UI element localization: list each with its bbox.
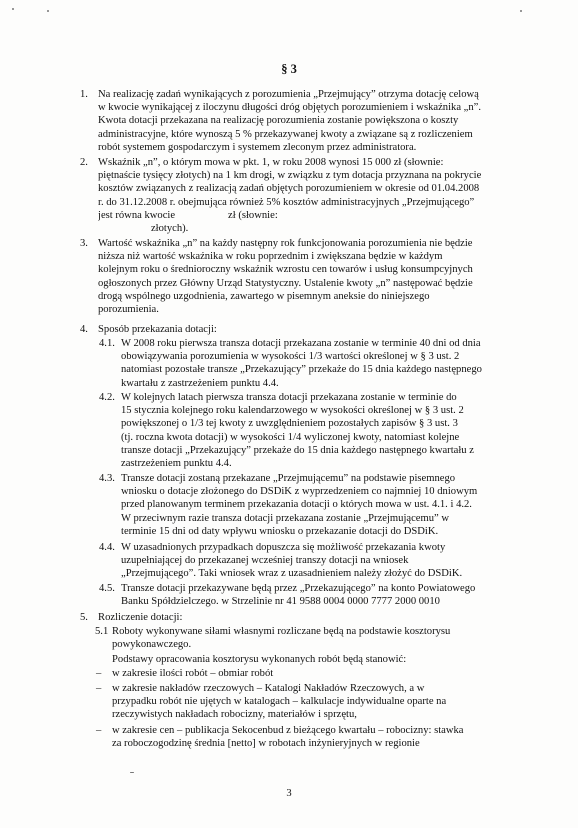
text-line: (tj. roczna kwota dotacji) w wysokości 1/4 wyliczonej kwoty, natomiast kolejne [121,431,460,443]
text-line: Transze dotacji przekazywane będą przez „Przekazującego” na konto Powiatowego [121,583,476,594]
text-line: niższa niż wartość wskaźnika w roku poprzednim i zwiększana będzie w każdym [98,251,443,263]
text-line: w zakresie nakładów rzeczowych – Katalogi Nakładów Rzeczowych, a w [112,683,425,694]
bullet-3-text [112,724,500,750]
subitem-5-1-number: 5.1 [95,626,109,637]
subitem-5-1-text [112,625,500,651]
text-line: Na realizację zadań wynikających z porozumienia „Przejmujący” otrzyma dotację celową [98,89,479,100]
text-line: wniosku o dotacje złożonego do DSDiK z wyprzedzeniem co najmniej 10 dniowym [121,486,478,498]
text-line: terminie 15 dni od daty wpływu wniosku o przekazanie dotacji do DSDiK. [121,525,439,537]
bullet-1-text [112,667,500,680]
text-line: porozumienia. [98,304,159,316]
item-5-number: 5. [80,612,88,623]
scan-speck [520,10,522,12]
bullet-dash: – [96,683,102,694]
text-line: W kolejnych latach pierwsza transza dotacji przekazana zostanie w terminie do [121,392,457,403]
text-line: W 2008 roku pierwsza transza dotacji przekazana zostanie w terminie 40 dni od dnia [121,338,481,349]
text-line: natomiast pozostałe transze „Przekazujący” przekaże do 15 dnia każdego następnego [121,364,482,376]
subitem-4-3-number: 4.3. [99,473,115,484]
text-line: „Przejmującego”. Taki wniosek wraz z uzasadnieniem należy złożyć do DSDiK. [121,568,463,580]
text-line: Rozliczenie dotacji: [98,612,183,623]
text-line: złotych). [98,223,189,235]
text-line: rzeczywistych nakładach robocizny, materiałów i sprzętu, [112,709,357,721]
text-line: Banku Spółdzielczego. w Strzelinie nr 41 9588 0004 0000 7777 2000 0010 [121,596,440,608]
scan-speck [12,8,14,10]
text-line: uzupełniającej do przekazanej wcześniej transzy dotacji na wniosek [121,555,409,567]
page-number: 3 [286,788,292,799]
subitem-4-4-text [121,541,500,581]
text-line: jest równa kwocie zł (słownie: [98,209,278,221]
text-line: kolejnym roku o średnioroczny wskaźnik wzrostu cen towarów i usług konsumpcyjnych [98,264,473,276]
text-line: Wskaźnik „n”, o którym mowa w pkt. 1, w roku 2008 wynosi 15 000 zł (słownie: [98,157,444,168]
text-line: Transze dotacji zostaną przekazane „Przejmującemu” na podstawie pisemnego [121,473,456,484]
text-line: powykonawczego. [112,639,192,651]
item-4-text [98,323,500,336]
subitem-4-1-text [121,337,500,390]
text-line: kosztów związanych z realizacją zadań objętych porozumieniem w okresie od 01.04.2008 [98,183,480,195]
text-line: w zakresie cen – publikacja Sekocenbud z bieżącego kwartału – robocizny: stawka [112,725,464,736]
section-heading: § 3 [281,62,297,76]
text-line: kwartału z zastrzeżeniem punktu 4.4. [121,377,279,389]
text-line: robót systemem gospodarczym i systemem zleconym przez administratora. [98,141,417,153]
text-line: drogą wspólnego uzgodnienia, zawartego w pisemnym aneksie do niniejszego [98,290,430,302]
subitem-4-5-number: 4.5. [99,583,115,594]
item-2-number: 2. [80,157,88,168]
subitem-4-5-text [121,582,500,608]
text-line: Podstawy opracowania kosztorysu wykonanych robót będą stanowić: [112,654,407,665]
text-line: Wartość wskaźnika „n” na każdy następny rok funkcjonowania porozumienia nie będzie [98,238,473,249]
subitem-4-2-number: 4.2. [99,392,115,403]
item-2-text [98,156,500,235]
text-line: przypadku robót nie ujętych w katalogach – kalkulacje indywidualne oparte na [112,696,447,708]
text-line: Sposób przekazania dotacji: [98,324,217,335]
item-1-text [98,88,500,154]
text-line: obowiązywania porozumienia w wysokości 1/3 wartości określonej w § 3 ust. 2 [121,351,460,363]
text-line: 15 stycznia kolejnego roku kalendarzowego w wysokości określonej w § 3 ust. 2 [121,405,464,417]
text-line: administracyjne, które wynoszą 5 % przekazywanej kwoty a związane są z rozliczeniem [98,128,473,140]
item-3-text [98,237,500,316]
item-3-number: 3. [80,238,88,249]
scan-speck [130,772,134,773]
text-line: W uzasadnionych przypadkach dopuszcza się możliwość przekazania kwoty [121,542,446,553]
item-4-number: 4. [80,324,88,335]
text-line: zastrzeżeniem punktu 4.4. [121,458,232,470]
item-5-text [98,611,500,624]
subitem-4-2-text [121,391,500,470]
bullet-2-text [112,682,500,722]
text-line: za roboczogodzinę średnia [netto] w robotach inżynieryjnych w regionie [112,738,420,750]
kosztorys-basis-line [112,653,500,666]
text-line: w zakresie ilości robót – obmiar robót [112,668,274,679]
scan-speck [47,10,49,12]
text-line: piętnaście tysięcy złotych) na 1 km drogi, w związku z tym dotacja przyznana na pokrycie [98,170,482,182]
text-line: W przeciwnym razie transza dotacji przekazana zostanie „Przejmującemu” w [121,512,450,524]
text-line: przed planowanym terminem przekazania dotacji o których mowa w ust. 4.1. i 4.2. [121,499,472,511]
text-line: powiększonej o 1/3 tej kwoty z uwzględnieniem pozostałych zapisów § 3 ust. 3 [121,418,458,430]
text-line: Roboty wykonywane siłami własnymi rozliczane będą na podstawie kosztorysu [112,626,451,637]
subitem-4-1-number: 4.1. [99,338,115,349]
text-line: r. do 31.12.2008 r. obejmująca również 5% kosztów administracyjnych „Przejmującego” [98,196,475,208]
subitem-4-3-text [121,472,500,538]
text-line: transze dotacji „Przekazujący” przekaże do 15 dnia każdego następnego kwartału z [121,444,474,456]
bullet-dash: – [96,668,102,679]
text-line: ogłoszonych przez Główny Urząd Statystyczny. Ustalenie kwoty „n” następować będzie [98,277,473,289]
text-line: w kwocie wynikającej z iloczynu długości dróg objętych porozumieniem i wskaźnika „n”. [98,102,482,114]
subitem-4-4-number: 4.4. [99,542,115,553]
bullet-dash: – [96,725,102,736]
text-line: Kwota dotacji przekazana na realizację porozumienia zostanie powiększona o koszty [98,115,459,127]
item-1-number: 1. [80,89,88,100]
